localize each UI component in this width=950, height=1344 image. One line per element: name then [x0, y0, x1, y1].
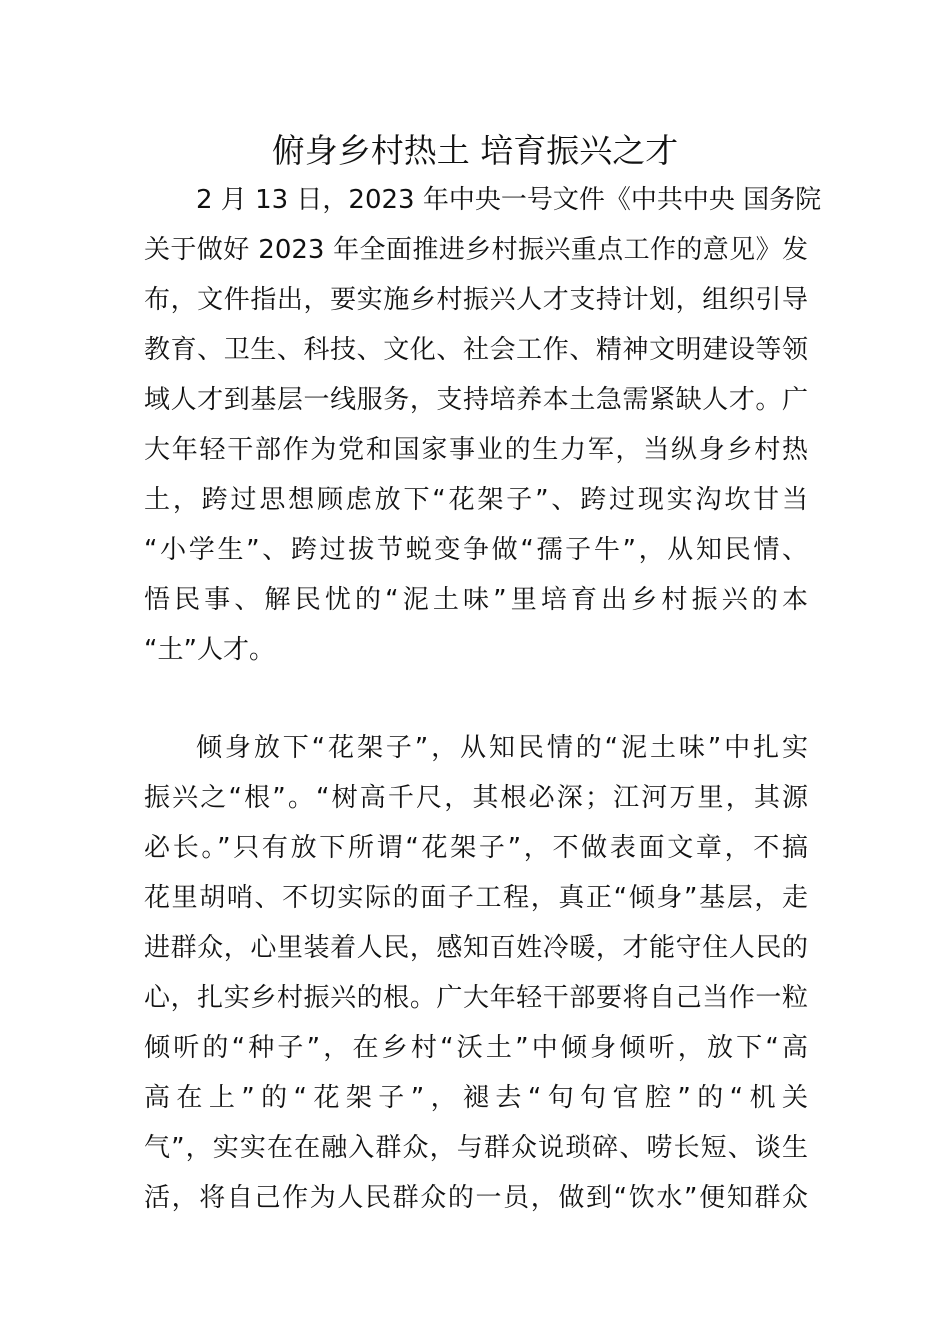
paragraph-2-line: 进群众，心里装着人民，感知百姓冷暖，才能守住人民的	[144, 933, 808, 963]
paragraph-2-line: 气”，实实在在融入群众，与群众说琐碎、唠长短、谈生	[144, 1133, 808, 1163]
paragraph-1-line: 布，文件指出，要实施乡村振兴人才支持计划，组织引导	[144, 285, 808, 315]
paragraph-1-line: 域人才到基层一线服务，支持培养本土急需紧缺人才。广	[144, 385, 808, 415]
paragraph-1-line: “土”人才。	[144, 635, 275, 665]
paragraph-2-line: 倾听的“种子”，在乡村“沃土”中倾身倾听，放下“高	[144, 1033, 808, 1063]
paragraph-1-line: “小学生”、跨过拔节蜕变争做“孺子牛”，从知民情、	[144, 535, 808, 565]
paragraph-1-line: 悟民事、解民忧的“泥土味”里培育出乡村振兴的本	[144, 585, 808, 615]
paragraph-1-line: 关于做好 2023 年全面推进乡村振兴重点工作的意见》发	[144, 235, 808, 265]
paragraph-1-line: 土，跨过思想顾虑放下“花架子”、跨过现实沟坎甘当	[144, 485, 808, 515]
document-title: 俯身乡村热土 培育振兴之才	[271, 131, 679, 170]
paragraph-1-line: 大年轻干部作为党和国家事业的生力军，当纵身乡村热	[144, 435, 808, 465]
paragraph-1-line: 教育、卫生、科技、文化、社会工作、精神文明建设等领	[144, 335, 808, 365]
paragraph-2-line: 必长。”只有放下所谓“花架子”，不做表面文章，不搞	[144, 833, 808, 863]
paragraph-2-line: 高在上”的“花架子”，褪去“句句官腔”的“机关	[144, 1083, 808, 1113]
paragraph-2-line: 倾身放下“花架子”，从知民情的“泥土味”中扎实	[196, 733, 808, 763]
paragraph-2-line: 振兴之“根”。“树高千尺，其根必深；江河万里，其源	[144, 783, 808, 813]
paragraph-2-line: 活，将自己作为人民群众的一员，做到“饮水”便知群众	[144, 1183, 808, 1213]
paragraph-1-line: 2 月 13 日，2023 年中央一号文件《中共中央 国务院	[196, 185, 822, 215]
paragraph-2-line: 花里胡哨、不切实际的面子工程，真正“倾身”基层，走	[144, 883, 808, 913]
paragraph-2-line: 心，扎实乡村振兴的根。广大年轻干部要将自己当作一粒	[144, 983, 808, 1013]
